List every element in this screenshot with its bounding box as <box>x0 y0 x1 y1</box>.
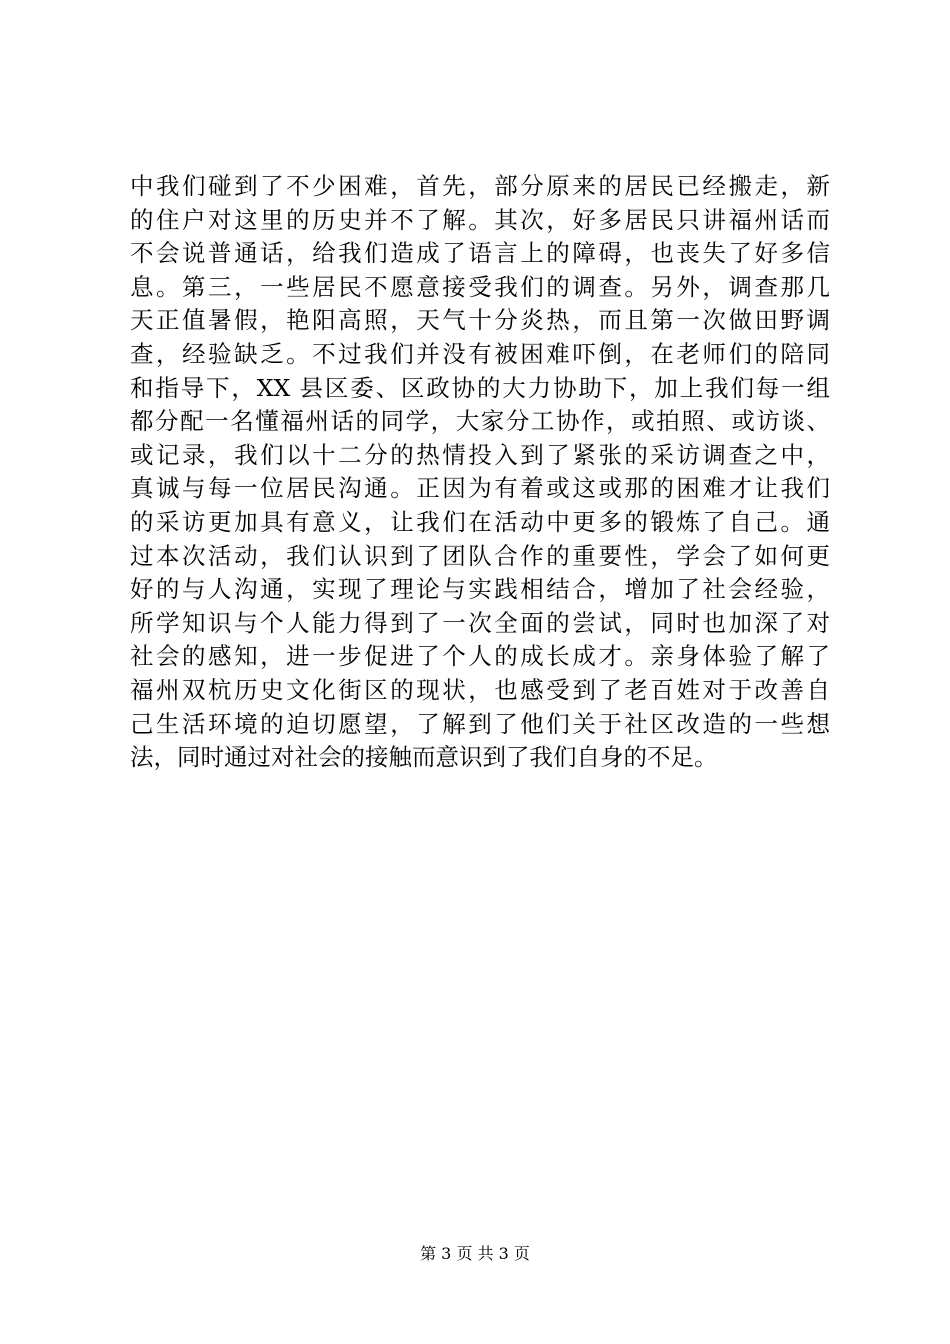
text-line: 查，经验缺乏。不过我们并没有被困难吓倒，在老师们的陪同 <box>130 339 830 368</box>
text-line: 好的与人沟通，实现了理论与实践相结合，增加了社会经验， <box>130 575 830 604</box>
text-line: 法，同时通过对社会的接触而意识到了我们自身的不足。 <box>130 743 718 772</box>
text-line: 福州双杭历史文化街区的现状，也感受到了老百姓对于改善自 <box>130 675 830 704</box>
text-line: 社会的感知，进一步促进了个人的成长成才。亲身体验了解了 <box>130 642 830 671</box>
text-line: 中我们碰到了不少困难，首先，部分原来的居民已经搬走，新 <box>130 172 830 200</box>
text-line: 天正值暑假，艳阳高照，天气十分炎热，而且第一次做田野调 <box>130 306 830 335</box>
text-line: 真诚与每一位居民沟通。正因为有着或这或那的困难才让我们 <box>130 474 830 503</box>
text-line: 都分配一名懂福州话的同学，大家分工协作，或拍照、或访谈、 <box>130 407 830 436</box>
text-line: 的住户对这里的历史并不了解。其次，好多居民只讲福州话而 <box>130 205 830 234</box>
text-line: 息。第三，一些居民不愿意接受我们的调查。另外，调查那几 <box>130 272 830 301</box>
page-number-footer: 第 3 页 共 3 页 <box>420 1244 530 1263</box>
text-line: 所学知识与个人能力得到了一次全面的尝试，同时也加深了对 <box>130 608 830 637</box>
text-line: 或记录，我们以十二分的热情投入到了紧张的采访调查之中， <box>130 440 830 469</box>
text-line: 和指导下，XX 县区委、区政协的大力协助下，加上我们每一组 <box>130 373 830 402</box>
text-line: 过本次活动，我们认识到了团队合作的重要性，学会了如何更 <box>130 541 830 570</box>
text-line: 的采访更加具有意义，让我们在活动中更多的锻炼了自己。通 <box>130 507 830 536</box>
text-line: 不会说普通话，给我们造成了语言上的障碍，也丧失了好多信 <box>130 239 830 268</box>
body-paragraph <box>130 170 830 775</box>
text-line: 己生活环境的迫切愿望，了解到了他们关于社区改造的一些想 <box>130 709 830 738</box>
